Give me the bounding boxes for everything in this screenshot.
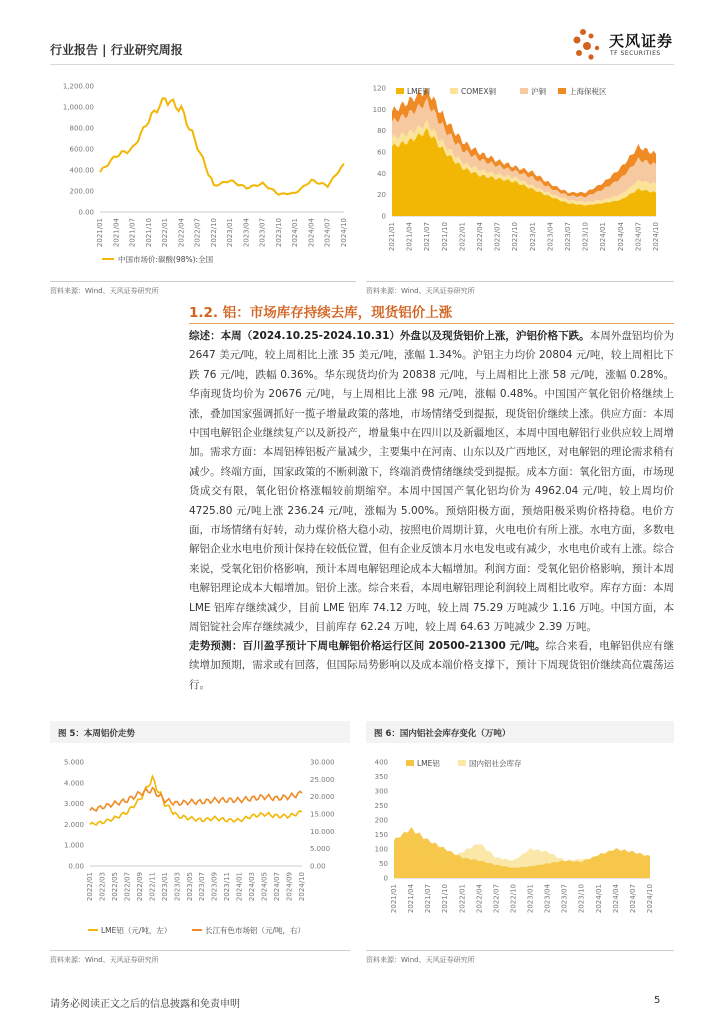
figure6-source-wrap [366,950,674,965]
section-title: 1.2. 铝：市场库存持续去库，现货铝价上涨 [189,305,453,321]
legend-label: LME铝（元/吨，左） [101,926,172,935]
x-tick-label: 2024/01 [599,222,608,252]
x-tick-label: 2021/10 [144,218,153,248]
summary-paragraph [189,327,674,638]
source-divider [366,281,674,282]
x-tick-label: 2024/09 [285,872,294,902]
y-tick-label: 0.00 [310,862,326,871]
page-number: 5 [654,995,661,1006]
section-divider [189,323,674,324]
x-tick-label: 2024/04 [616,221,625,252]
x-tick-label: 2023/10 [274,218,283,248]
y-tick-label: 400 [374,758,388,767]
y-tick-label: 40 [377,169,386,178]
source-divider [50,950,350,951]
legend-label: 沪铜 [531,87,546,96]
y-tick-label: 0.00 [78,208,94,217]
y-tick-label: 100 [372,105,386,114]
x-tick-label: 2022/10 [511,222,520,252]
y-tick-label: 4.000 [63,779,84,788]
figure6-source: 资料来源：Wind、天风证券研究所 [366,956,475,964]
series-line-changjiang [90,788,302,811]
footer-disclaimer: 请务必阅读正文之后的信息披露和免责申明 [50,999,240,1010]
x-tick-label: 2024/07 [273,872,282,902]
forecast-body: 综合来看，电解铝供应有继续增加预期，需求或有回落，但国际局势影响以及成本端价格支撑下，预计下周现货铝价继续高位震荡运行。 [189,640,675,691]
x-tick-label: 2021/04 [112,218,121,248]
y-tick-label: 1.000 [63,841,84,850]
x-tick-label: 2024/03 [248,872,257,902]
x-tick-label: 2022/04 [475,884,484,914]
figure5-source: 资料来源：Wind、天风证券研究所 [50,956,159,964]
x-tick-label: 2024/10 [646,884,654,914]
y-tick-label: 60 [377,148,386,157]
x-tick-label: 2024/07 [628,884,637,914]
x-tick-label: 2023/11 [223,872,232,902]
legend-label: 国内铝社会库存 [469,759,522,768]
y-tick-label: 120 [372,84,386,93]
brand-name-cn: 天风证券 [609,32,674,50]
x-tick-label: 2023/01 [226,218,235,248]
legend-label: 上海保税区 [569,87,607,96]
x-tick-label: 2022/07 [493,222,502,252]
x-tick-label: 2024/04 [611,884,620,914]
aluminum-price-chart [52,748,350,942]
legend-label: LME铝 [417,759,440,768]
figure6-title-bar [366,721,674,743]
legend-swatch [458,760,466,766]
forecast-paragraph [189,637,674,695]
source-divider [366,950,674,951]
legend-swatch [558,88,566,94]
y-tick-label: 0.00 [68,862,84,871]
legend-label: 长江有色市场铝（元/吨，右） [205,926,306,935]
source-divider [50,281,356,282]
x-tick-label: 2022/11 [148,872,157,902]
x-tick-label: 2024/01 [291,218,300,248]
x-tick-label: 2021/07 [128,218,137,248]
x-tick-label: 2023/07 [258,218,267,248]
y-tick-label: 50 [379,860,388,868]
y-tick-label: 100 [374,845,388,854]
y-tick-label: 5.000 [310,845,331,854]
x-tick-label: 2021/04 [407,884,416,914]
x-tick-label: 2023/01 [528,222,537,252]
x-tick-label: 2023/07 [560,884,569,914]
x-tick-label: 2021/01 [96,218,104,248]
x-tick-label: 2021/01 [388,222,396,252]
series-area-1 [394,827,650,878]
legend-swatch [396,88,404,94]
y-tick-label: 300 [374,787,388,796]
figure5-source-wrap [50,950,350,965]
series-line [100,98,344,194]
legend-label: 中国市场价:碳酸(98%):全国 [118,255,214,264]
top-left-source-wrap [50,281,356,296]
header-divider [50,64,674,65]
x-tick-label: 2022/01 [86,872,94,902]
y-tick-label: 3.000 [63,800,84,809]
x-tick-label: 2022/01 [458,884,467,914]
legend-label: COMEX铜 [461,87,496,96]
x-tick-label: 2023/10 [581,222,590,252]
y-tick-label: 25.000 [310,775,335,784]
x-tick-label: 2023/04 [242,218,251,248]
x-tick-label: 2023/01 [160,872,169,902]
legend-swatch [520,88,528,94]
x-tick-label: 2022/01 [161,218,170,248]
lithium-price-chart [52,76,352,274]
y-tick-label: 800.00 [69,124,94,133]
aluminum-inventory-chart [366,748,674,942]
y-tick-label: 200.00 [69,187,94,196]
x-tick-label: 2022/03 [98,872,107,902]
top-right-source-wrap [366,281,674,296]
x-tick-label: 2022/07 [123,872,132,902]
x-tick-label: 2022/09 [135,872,144,902]
x-tick-label: 2021/07 [423,222,432,252]
x-tick-label: 2022/04 [476,222,484,252]
copper-inventory-chart [366,76,676,274]
y-tick-label: 150 [374,831,388,839]
y-tick-label: 15.000 [310,810,335,819]
x-tick-label: 2021/04 [405,222,414,252]
y-tick-label: 2.000 [63,820,84,829]
x-tick-label: 2024/04 [307,218,316,248]
x-tick-label: 2021/10 [441,884,450,914]
x-tick-label: 2022/05 [110,872,119,902]
x-tick-label: 2024/10 [652,222,660,252]
x-tick-label: 2024/07 [323,218,332,248]
summary-lead: 综述：本周（2024.10.25-2024.10.31）外盘以及现货铝价上涨，沪铝价格下跌。 [189,330,590,342]
y-tick-label: 1,200.00 [62,82,94,91]
x-tick-label: 2024/07 [634,222,643,252]
x-tick-label: 2022/01 [458,222,467,252]
x-tick-label: 2022/10 [209,218,218,248]
x-tick-label: 2024/01 [235,872,244,902]
x-tick-label: 2023/04 [543,884,552,914]
x-tick-label: 2023/10 [577,884,586,914]
brand-name-en: TF SECURITIES [610,50,661,57]
y-tick-label: 600.00 [69,145,94,154]
x-tick-label: 2024/01 [594,884,603,914]
y-tick-label: 20 [377,191,386,200]
y-tick-label: 80 [377,127,386,136]
x-tick-label: 2022/07 [492,884,501,914]
y-tick-label: 30.000 [310,758,335,767]
y-tick-label: 10.000 [310,827,335,836]
legend-swatch [406,760,414,766]
figure5-title-bar [50,721,350,743]
x-tick-label: 2024/05 [260,872,269,902]
legend-label: LME铜 [407,87,430,96]
x-tick-label: 2022/04 [177,218,186,248]
x-tick-label: 2023/04 [546,222,555,252]
x-tick-label: 2023/01 [526,884,535,914]
forecast-lead: 走势预测：百川盈孚预计下周电解铝价格运行区间 20500-21300 元/吨。 [189,640,546,652]
summary-body: 本周外盘铝均价为 2647 美元/吨，较上周相比上涨 35 美元/吨，涨幅 1.34%。沪铝主力均价 20804 元/吨，较上周相比下跌 76 元/吨，跌幅 0.36%。华东现货均价为 20838 元/吨，与上周相比上涨 58 元/吨，涨幅 0.28%。华南现货均价为 20676 元/吨，与上周相比上涨 98 元/吨，涨幅 0.48%。中国国产氧化铝价格继续上涨，叠加国家强调抓好一揽子增量政策的落地，市场情绪受到提振，现货铝价继续上涨。供应方面：本周中国电解铝企业继续复产以及新投产，增量集中在四川以及新疆地区，本周中国电解铝行业供应较上周增加。需求方面：本周铝棒铝板产量减少，主要集中在河南、山东以及广西地区，对电解铝的理论需求稍有减少。终端方面，国家政策的不断刺激下，终端消费情绪继续受到提振。成本方面：氧化铝方面，市场现货成交有限，氧化铝价格涨幅较前期缩窄。本周中国国产氧化铝均价为 4962.04 元/吨，较上周均价 4725.80 元/吨上涨 236.24 元/吨，涨幅为 5.00%。预焙阳极方面，预焙阳极采购价格持稳。电价方面，市场情绪有好转，动力煤价格大稳小动，按照电价周期计算，火电电价有所上涨。水电方面，多数电解铝企业水电电价预计保持在较低位置，但有企业反馈本月水电发电或有减少，水电电价或有上涨。综合来说，受氧化铝价格影响，预计本周电解铝理论成本大幅增加。利润方面：受氧化铝价格影响，预计本周电解铝理论成本大幅增加。铝价上涨。综合来看，本周电解铝理论利润较上周相比收窄。库存方面：本周 LME 铝库存继续减少，目前 LME 铝库 74.12 万吨，较上周 75.29 万吨减少 1.16 万吨。中国方面，本周铝锭社会库存继续减少，目前库存 62.24 万吨，较上周 64.63 万吨减少 2.39 万吨。 [189,330,674,634]
x-tick-label: 2023/09 [210,872,219,902]
x-tick-label: 2021/10 [440,222,449,252]
x-tick-label: 2022/10 [509,884,518,914]
y-tick-label: 5.000 [63,758,84,767]
x-tick-label: 2021/07 [424,884,433,914]
y-tick-label: 400.00 [69,166,94,175]
y-tick-label: 0 [383,874,388,883]
y-tick-label: 200 [374,816,388,825]
y-tick-label: 0 [381,212,386,221]
y-tick-label: 250 [374,802,388,810]
x-tick-label: 2023/05 [185,872,194,902]
y-tick-label: 1,000.00 [62,103,94,112]
report-header-title: 行业报告 | 行业研究周报 [50,43,183,57]
legend-swatch [450,88,458,94]
top-left-source: 资料来源：Wind、天风证券研究所 [50,287,159,295]
x-tick-label: 2023/07 [564,222,572,252]
x-tick-label: 2023/03 [173,872,182,902]
figure5-title: 图 5：本周铝价走势 [58,729,135,739]
x-tick-label: 2021/01 [390,884,398,914]
figure6-title: 图 6：国内铝社会库存变化（万吨） [374,729,511,739]
x-tick-label: 2022/07 [193,218,202,248]
x-tick-label: 2024/10 [340,218,348,248]
top-right-source: 资料来源：Wind、天风证券研究所 [366,287,475,295]
x-tick-label: 2023/07 [198,872,207,902]
y-tick-label: 20.000 [310,793,335,802]
y-tick-label: 350 [374,773,388,781]
x-tick-label: 2024/10 [298,872,306,902]
